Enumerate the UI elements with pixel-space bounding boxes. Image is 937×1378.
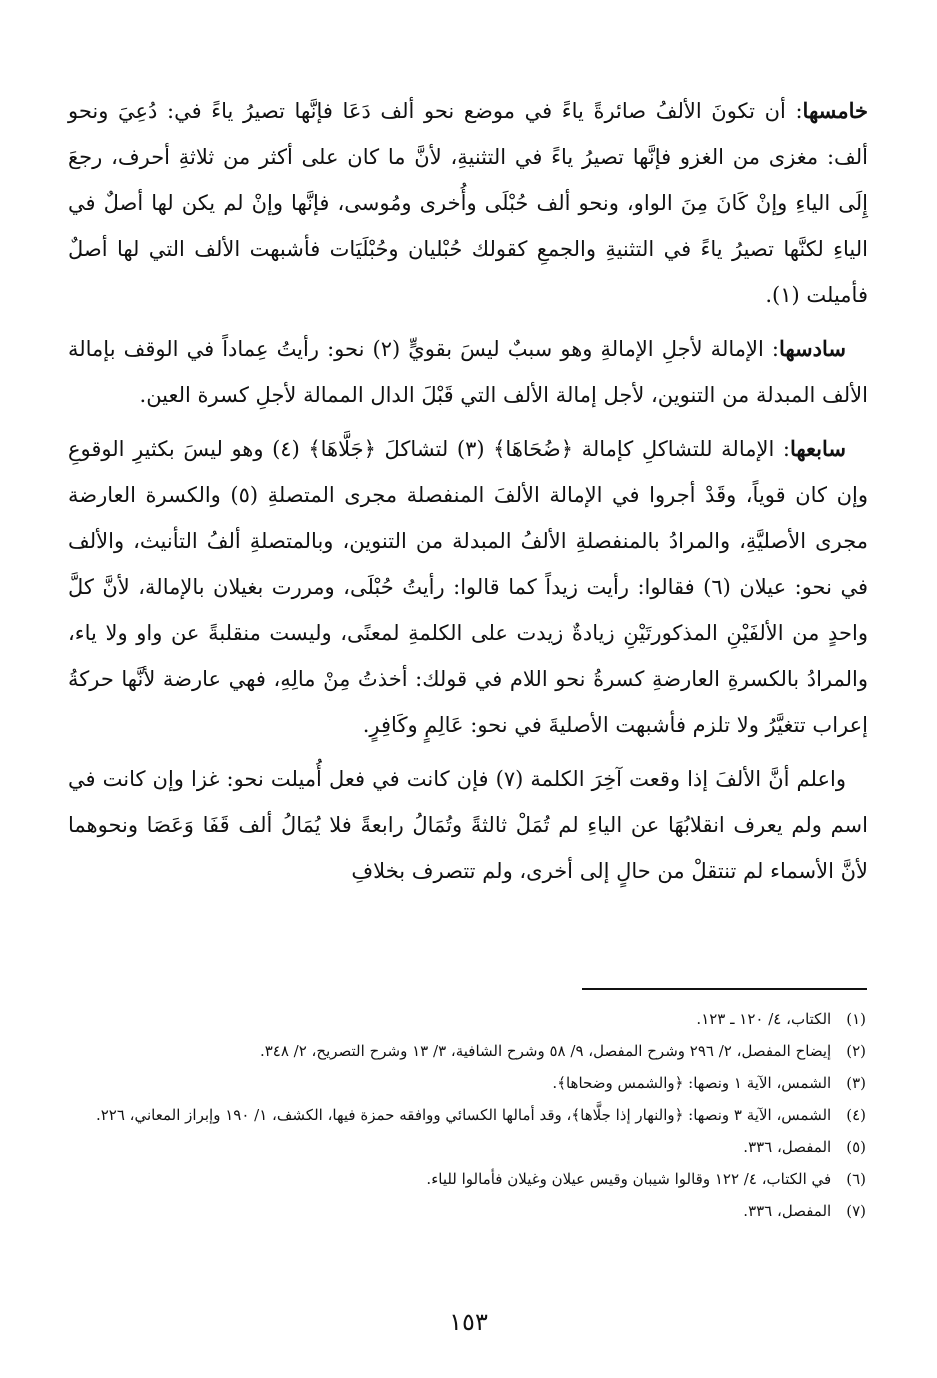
main-text: [68, 88, 868, 894]
footnote: [68, 1134, 868, 1160]
footnote-text: إيضاح المفصل، ٢/ ٢٩٦ وشرح المفصل، ٩/ ٥٨ وشرح الشافية، ٣/ ١٣ وشرح التصريح، ٢/ ٣٤٨.: [259, 1042, 832, 1060]
paragraph-seventh: [68, 426, 868, 748]
footnote: [68, 1198, 868, 1224]
paragraph-body: : الإمالة للتشاكلِ كإمالة ﴿ضُحَاهَا﴾ (٣) لتشاكلَ ﴿جَلَّاهَا﴾ (٤) وهو ليسَ بكثيرِ الوقوعِ وإن كان قوياً، وقَدْ أجروا في الإمالة الألفَ المنفصلة مجرى المتصلةِ (٥) والكسرة العارضة مجرى الأصليَّةِ، والمرادُ بالمنفصلةِ الألفُ المبدلة من التنوين، وبالمتصلةِ ألفُ التأنيث، والألف في نحو: عيلان (٦) فقالوا: رأيت زيداً كما قالوا: رأيتُ حُبْلَى، ومررت بغيلان بالإمالة، لأنَّ كلَّ واحدٍ من الألفَيْنِ المذكورتَيْنِ زيادةٌ زيدت على الكلمةِ لمعنًى، وليست منقلبةً عن واو ولا ياء، والمرادُ بالكسرةِ العارضةِ كسرةُ نحو اللام في قولك: أخذتُ مِنْ مالِهِ، فهي عارضة لأنَّها حركةُ إعراب تتغيَّرُ ولا تلزم فأشبهت الأصليةَ في نحو: عَالِمٍ وكَافِرٍ.: [68, 437, 868, 737]
footnote-number: (٥): [846, 1138, 866, 1156]
paragraph-lead: خامسها: [802, 98, 868, 123]
footnote-number: (٢): [846, 1042, 866, 1060]
footnote-separator: [582, 988, 867, 990]
footnote-text: الشمس، الآية ٣ ونصها: ﴿والنهار إذا جلَّاها﴾، وقد أمالها الكسائي ووافقه حمزة فيها، الكشف، ١/ ١٩٠ وإبراز المعاني، ٢٢٦.: [95, 1106, 832, 1124]
footnote: [68, 1102, 868, 1128]
footnote-number: (٧): [846, 1202, 866, 1220]
paragraph-body: : الإمالة لأجلِ الإمالةِ وهو سببٌ ليسَ بقويٍّ (٢) نحو: رأيتُ عِماداً في الوقف بإمالة الألف المبدلة من التنوين، لأجل إمالة الألف التي قَبْلَ الدال الممالة لأجلِ كسرة العين.: [68, 337, 868, 407]
footnote-number: (٣): [846, 1074, 866, 1092]
footnote-number: (١): [846, 1010, 866, 1028]
paragraph-body: واعلم أنَّ الألفَ إذا وقعت آخِرَ الكلمة (٧) فإن كانت في فعل أُميلت نحو: غزا وإن كانت في اسم ولم يعرف انقلابُهَا عن الياءِ لم تُمَلْ ثالثةً وتُمَالُ رابعةً فلا يُمَالُ ألف قَفَا وَعَصَا ونحوهما لأنَّ الأسماء لم تنتقلْ من حالٍ إلى أخرى، ولم تتصرف بخلافِ: [68, 767, 868, 883]
paragraph-lead: سادسها: [778, 336, 846, 361]
footnote: [68, 1070, 868, 1096]
footnote-text: الكتاب، ٤/ ١٢٠ ـ ١٢٣.: [696, 1010, 832, 1028]
footnote-text: في الكتاب، ٤/ ١٢٢ وقالوا شيبان وقيس عيلان وغيلان فأمالوا للياء.: [426, 1170, 832, 1188]
footnote: [68, 1038, 868, 1064]
paragraph-body: : أن تكونَ الألفُ صائرةً ياءً في موضع نحو ألف دَعَا فإنَّها تصيرُ ياءً في: دُعِيَ ونحو ألف: مغزى من الغزو فإنَّها تصيرُ ياءً في التثنيةِ، لأنَّ ما كان على أكثر من ثلاثةِ أحرف، رجعَ إِلَى الياءِ وإنْ كَانَ مِنَ الواو، ونحو ألف حُبْلَى وأُخرى ومُوسى، فإنَّها وإنْ لم يكن لها أصلٌ في الياءِ لكنَّها تصيرُ ياءً في التثنيةِ والجمعِ كقولك حُبْليان وحُبْلَيَات فأشبهت الألف التي لها أصلٌ فأميلت (١).: [68, 99, 868, 307]
footnote-text: المفصل، ٣٣٦.: [743, 1138, 832, 1156]
footnote-text: الشمس، الآية ١ ونصها: ﴿والشمس وضحاها﴾.: [552, 1074, 832, 1092]
paragraph-alif-ending: [68, 756, 868, 894]
footnote: [68, 1166, 868, 1192]
footnote: [68, 1006, 868, 1032]
footnotes-list: [68, 1006, 868, 1230]
paragraph-lead: سابعها: [789, 436, 846, 461]
paragraph-fifth: [68, 88, 868, 318]
footnote-number: (٦): [846, 1170, 866, 1188]
page-number: ١٥٣: [449, 1308, 488, 1336]
footnote-text: المفصل، ٣٣٦.: [743, 1202, 832, 1220]
footnote-number: (٤): [846, 1106, 866, 1124]
paragraph-sixth: [68, 326, 868, 418]
